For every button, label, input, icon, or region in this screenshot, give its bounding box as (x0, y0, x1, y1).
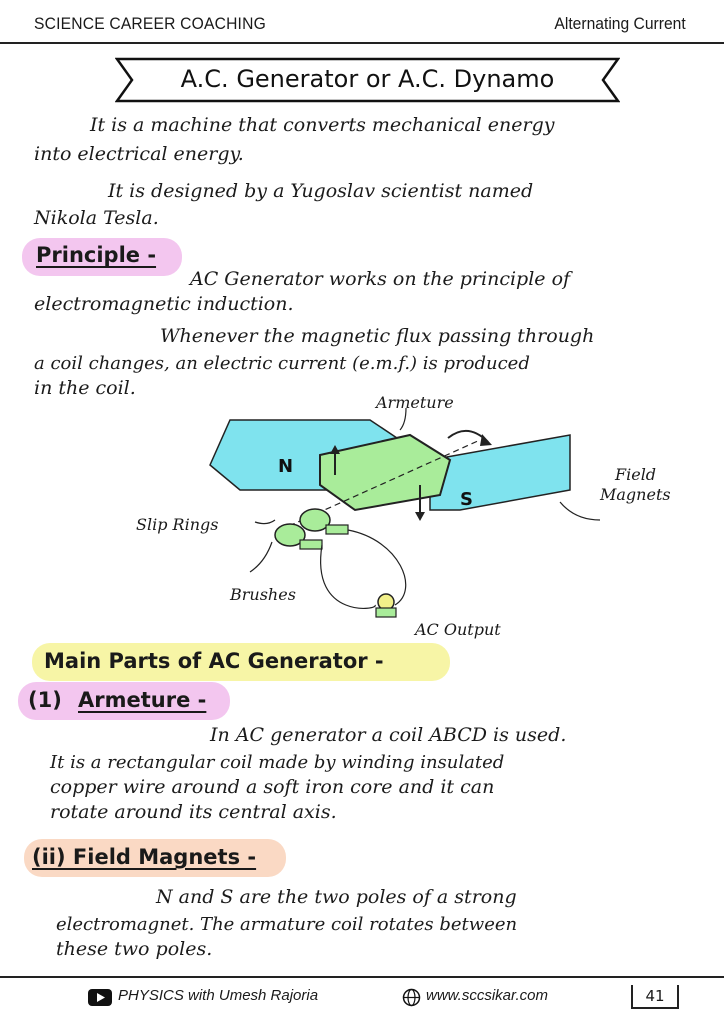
wire-1 (348, 530, 406, 605)
diagram-svg (130, 390, 700, 650)
title-banner (115, 57, 620, 103)
rotation-arrowhead (480, 434, 492, 446)
footer-rule (0, 976, 724, 978)
principle-heading: Principle - (36, 243, 157, 267)
field-line-1: N and S are the two poles of a strong (156, 886, 517, 908)
armature-num: (1) (28, 688, 62, 712)
principle-line-1: AC Generator works on the principle of (190, 268, 571, 290)
north-label: N (278, 456, 294, 477)
principle-line-5: in the coil. (34, 377, 136, 399)
youtube-icon (88, 989, 112, 1006)
diagram-armature-label: Armeture (376, 393, 454, 412)
footer-youtube: PHYSICS with Umesh Rajoria (118, 987, 319, 1004)
intro-line-1: It is a machine that converts mechanical energy (90, 114, 555, 136)
brush-2 (300, 540, 322, 549)
field-line-2: electromagnet. The armature coil rotates between (56, 914, 518, 935)
globe-icon (402, 988, 421, 1007)
bulb-base (376, 608, 396, 617)
footer-website: www.sccsikar.com (426, 987, 548, 1004)
armature-line-2: It is a rectangular coil made by winding insulated (50, 752, 505, 773)
armature-line-1: In AC generator a coil ABCD is used. (210, 724, 567, 746)
brush-1 (326, 525, 348, 534)
field-label-1: Field (615, 465, 657, 484)
header-right: Alternating Current (554, 14, 686, 33)
slip-rings-label: Slip Rings (136, 515, 219, 534)
ac-generator-diagram (130, 390, 700, 654)
brush-pointer (250, 542, 272, 572)
principle-line-2: electromagnetic induction. (34, 293, 294, 315)
intro-line-4: Nikola Tesla. (34, 207, 159, 229)
main-parts-heading: Main Parts of AC Generator - (44, 649, 384, 673)
header-rule (0, 42, 724, 44)
field-heading: (ii) Field Magnets - (32, 845, 257, 869)
south-magnet (430, 435, 570, 510)
header-left: SCIENCE CAREER COACHING (34, 14, 266, 33)
page-number: 41 (631, 985, 679, 1009)
force-arrowhead-down (415, 512, 425, 521)
intro-line-2: into electrical energy. (34, 143, 244, 165)
ac-output-label: AC Output (415, 620, 501, 639)
principle-line-4: a coil changes, an electric current (e.m.f.) is produced (34, 353, 530, 374)
intro-line-3: It is designed by a Yugoslav scientist named (108, 180, 534, 202)
south-label: S (460, 489, 473, 510)
page-title: A.C. Generator or A.C. Dynamo (180, 65, 555, 93)
field-label-2: Magnets (600, 485, 671, 504)
wire-2 (321, 545, 376, 608)
brushes-label: Brushes (230, 585, 296, 604)
armature-line-4: rotate around its central axis. (50, 801, 337, 823)
field-pointer (560, 502, 600, 520)
armature-line-3: copper wire around a soft iron core and it can (50, 776, 495, 798)
principle-line-3: Whenever the magnetic flux passing through (160, 325, 595, 347)
field-line-3: these two poles. (56, 938, 213, 960)
slip-pointer (255, 520, 275, 524)
armature-heading: Armeture - (78, 688, 207, 712)
